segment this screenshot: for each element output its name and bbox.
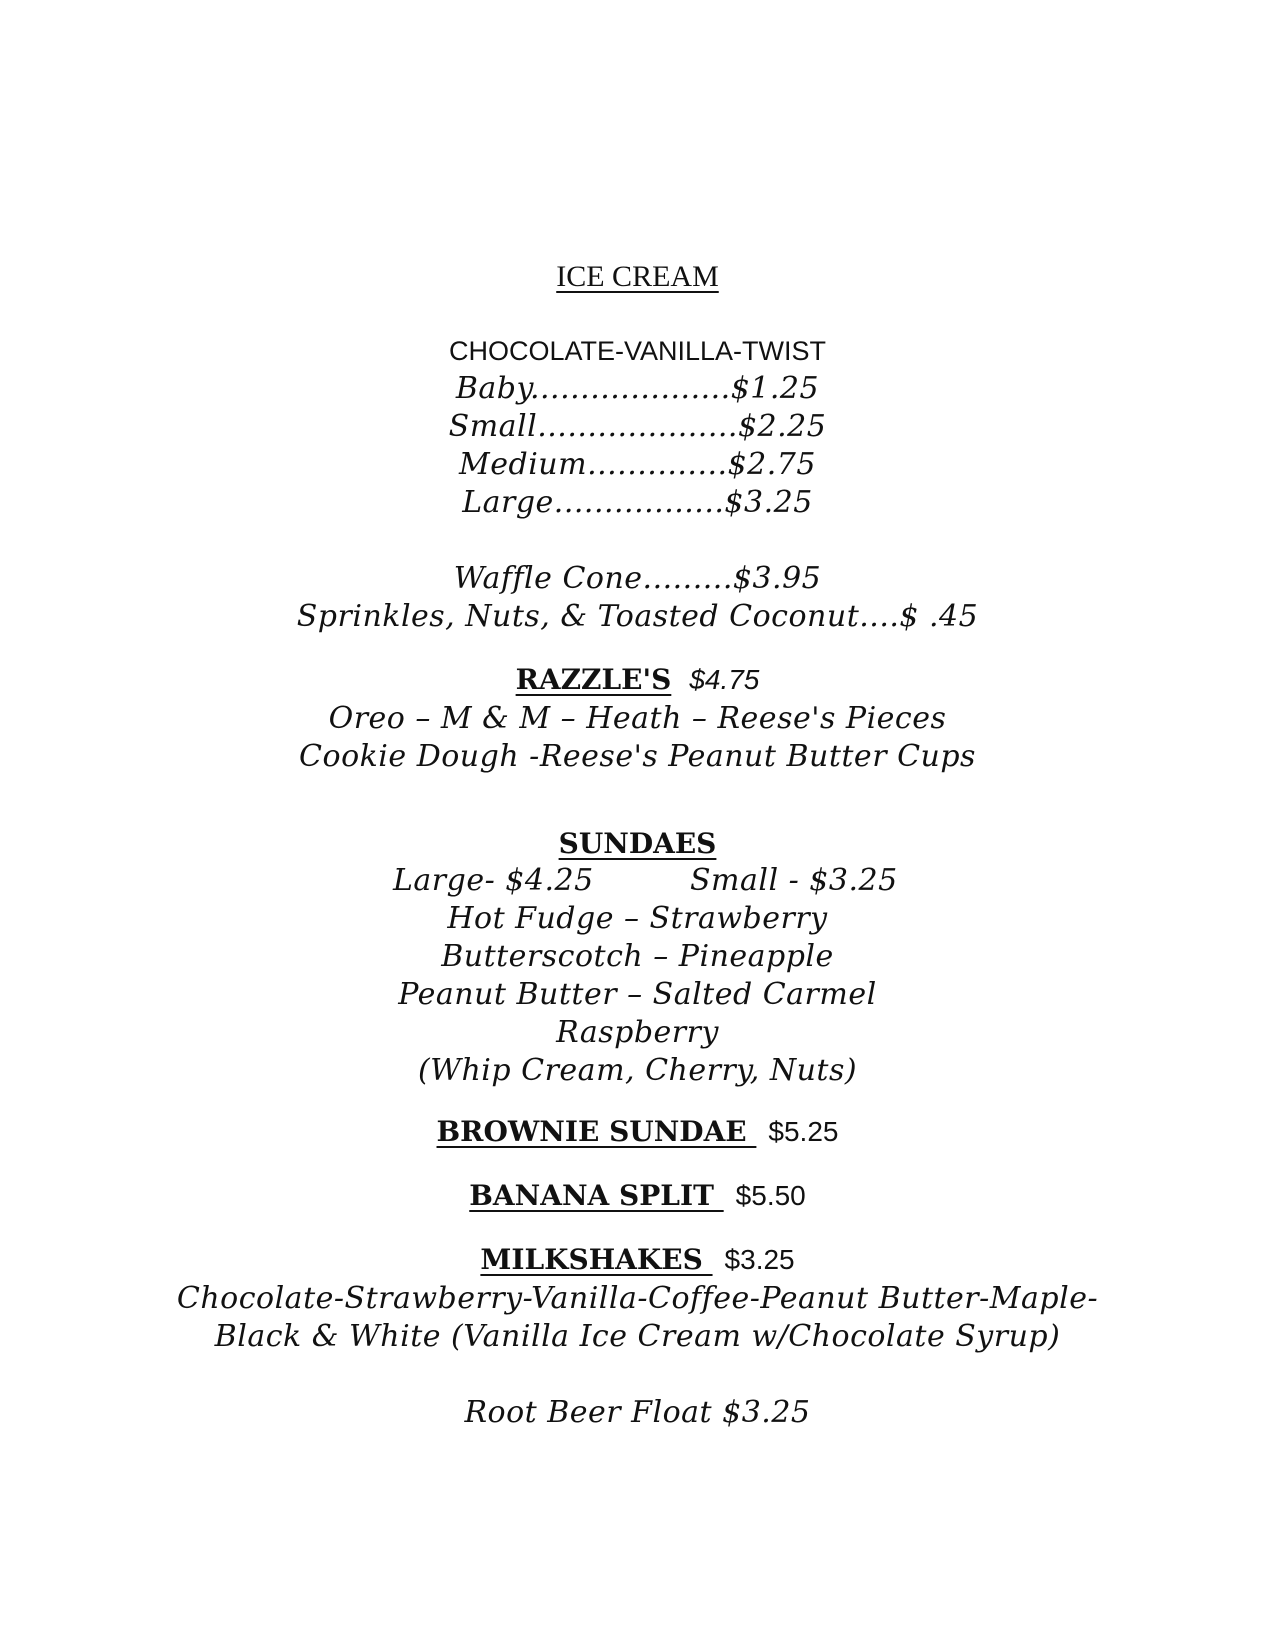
banana-split-price: $5.50 — [735, 1180, 806, 1211]
sundae-topping-line: Raspberry — [556, 1015, 719, 1050]
size-row-small — [0, 409, 1275, 444]
razzles-line-2: Cookie Dough -Reese's Peanut Butter Cups — [299, 739, 976, 774]
razzles-price: $4.75 — [689, 664, 760, 695]
banana-split-heading: BANANA SPLIT — [469, 1179, 724, 1212]
razzles-heading: RAZZLE'S — [515, 663, 672, 696]
size-price: $1.25 — [730, 371, 820, 406]
toppings-line: Sprinkles, Nuts, & Toasted Coconut....$ .45 — [296, 599, 979, 634]
sundaes-heading: SUNDAES — [558, 827, 717, 860]
milkshakes-heading: MILKSHAKES — [480, 1243, 713, 1276]
size-dots: .................... — [529, 371, 731, 406]
ice-cream-flavors: CHOCOLATE-VANILLA-TWIST — [448, 336, 827, 366]
milkshakes-row — [0, 1243, 1275, 1276]
root-beer-float-line: Root Beer Float $3.25 — [464, 1395, 811, 1430]
brownie-sundae-row — [0, 1115, 1275, 1148]
size-dots: .................... — [537, 409, 738, 444]
size-dots: ................. — [553, 485, 725, 520]
size-price: $2.25 — [737, 409, 827, 444]
milkshakes-line-1: Chocolate-Strawberry-Vanilla-Coffee-Peanut Butter-Maple- — [176, 1281, 1099, 1316]
banana-split-row — [0, 1179, 1275, 1212]
razzles-heading-row — [0, 663, 1275, 696]
size-row-large — [0, 485, 1275, 520]
sundae-small-price: Small - $3.25 — [690, 863, 898, 898]
size-row-baby — [0, 371, 1275, 406]
waffle-cone-line: Waffle Cone.........$3.95 — [453, 561, 822, 596]
sundae-topping-line: Peanut Butter – Salted Carmel — [398, 977, 877, 1012]
size-price: $3.25 — [724, 485, 813, 520]
razzles-line-1: Oreo – M & M – Heath – Reese's Pieces — [328, 701, 947, 736]
size-dots: .............. — [587, 447, 728, 482]
sundae-topping-line: (Whip Cream, Cherry, Nuts) — [417, 1053, 858, 1088]
size-row-medium — [0, 447, 1275, 482]
size-label: Medium — [459, 447, 588, 482]
sundae-large-price: Large- $4.25 — [393, 863, 594, 898]
size-price: $2.75 — [727, 447, 816, 482]
brownie-sundae-price: $5.25 — [768, 1116, 839, 1147]
sundae-topping-line: Butterscotch – Pineapple — [441, 939, 834, 974]
size-label: Large — [462, 485, 554, 520]
size-label: Baby — [455, 371, 530, 406]
milkshakes-price: $3.25 — [724, 1244, 795, 1275]
ice-cream-heading: ICE CREAM — [556, 260, 719, 293]
milkshakes-line-2: Black & White (Vanilla Ice Cream w/Chocolate Syrup) — [214, 1319, 1061, 1354]
size-label: Small — [448, 409, 538, 444]
brownie-sundae-heading: BROWNIE SUNDAE — [436, 1115, 757, 1148]
sundae-topping-line: Hot Fudge – Strawberry — [447, 901, 828, 936]
